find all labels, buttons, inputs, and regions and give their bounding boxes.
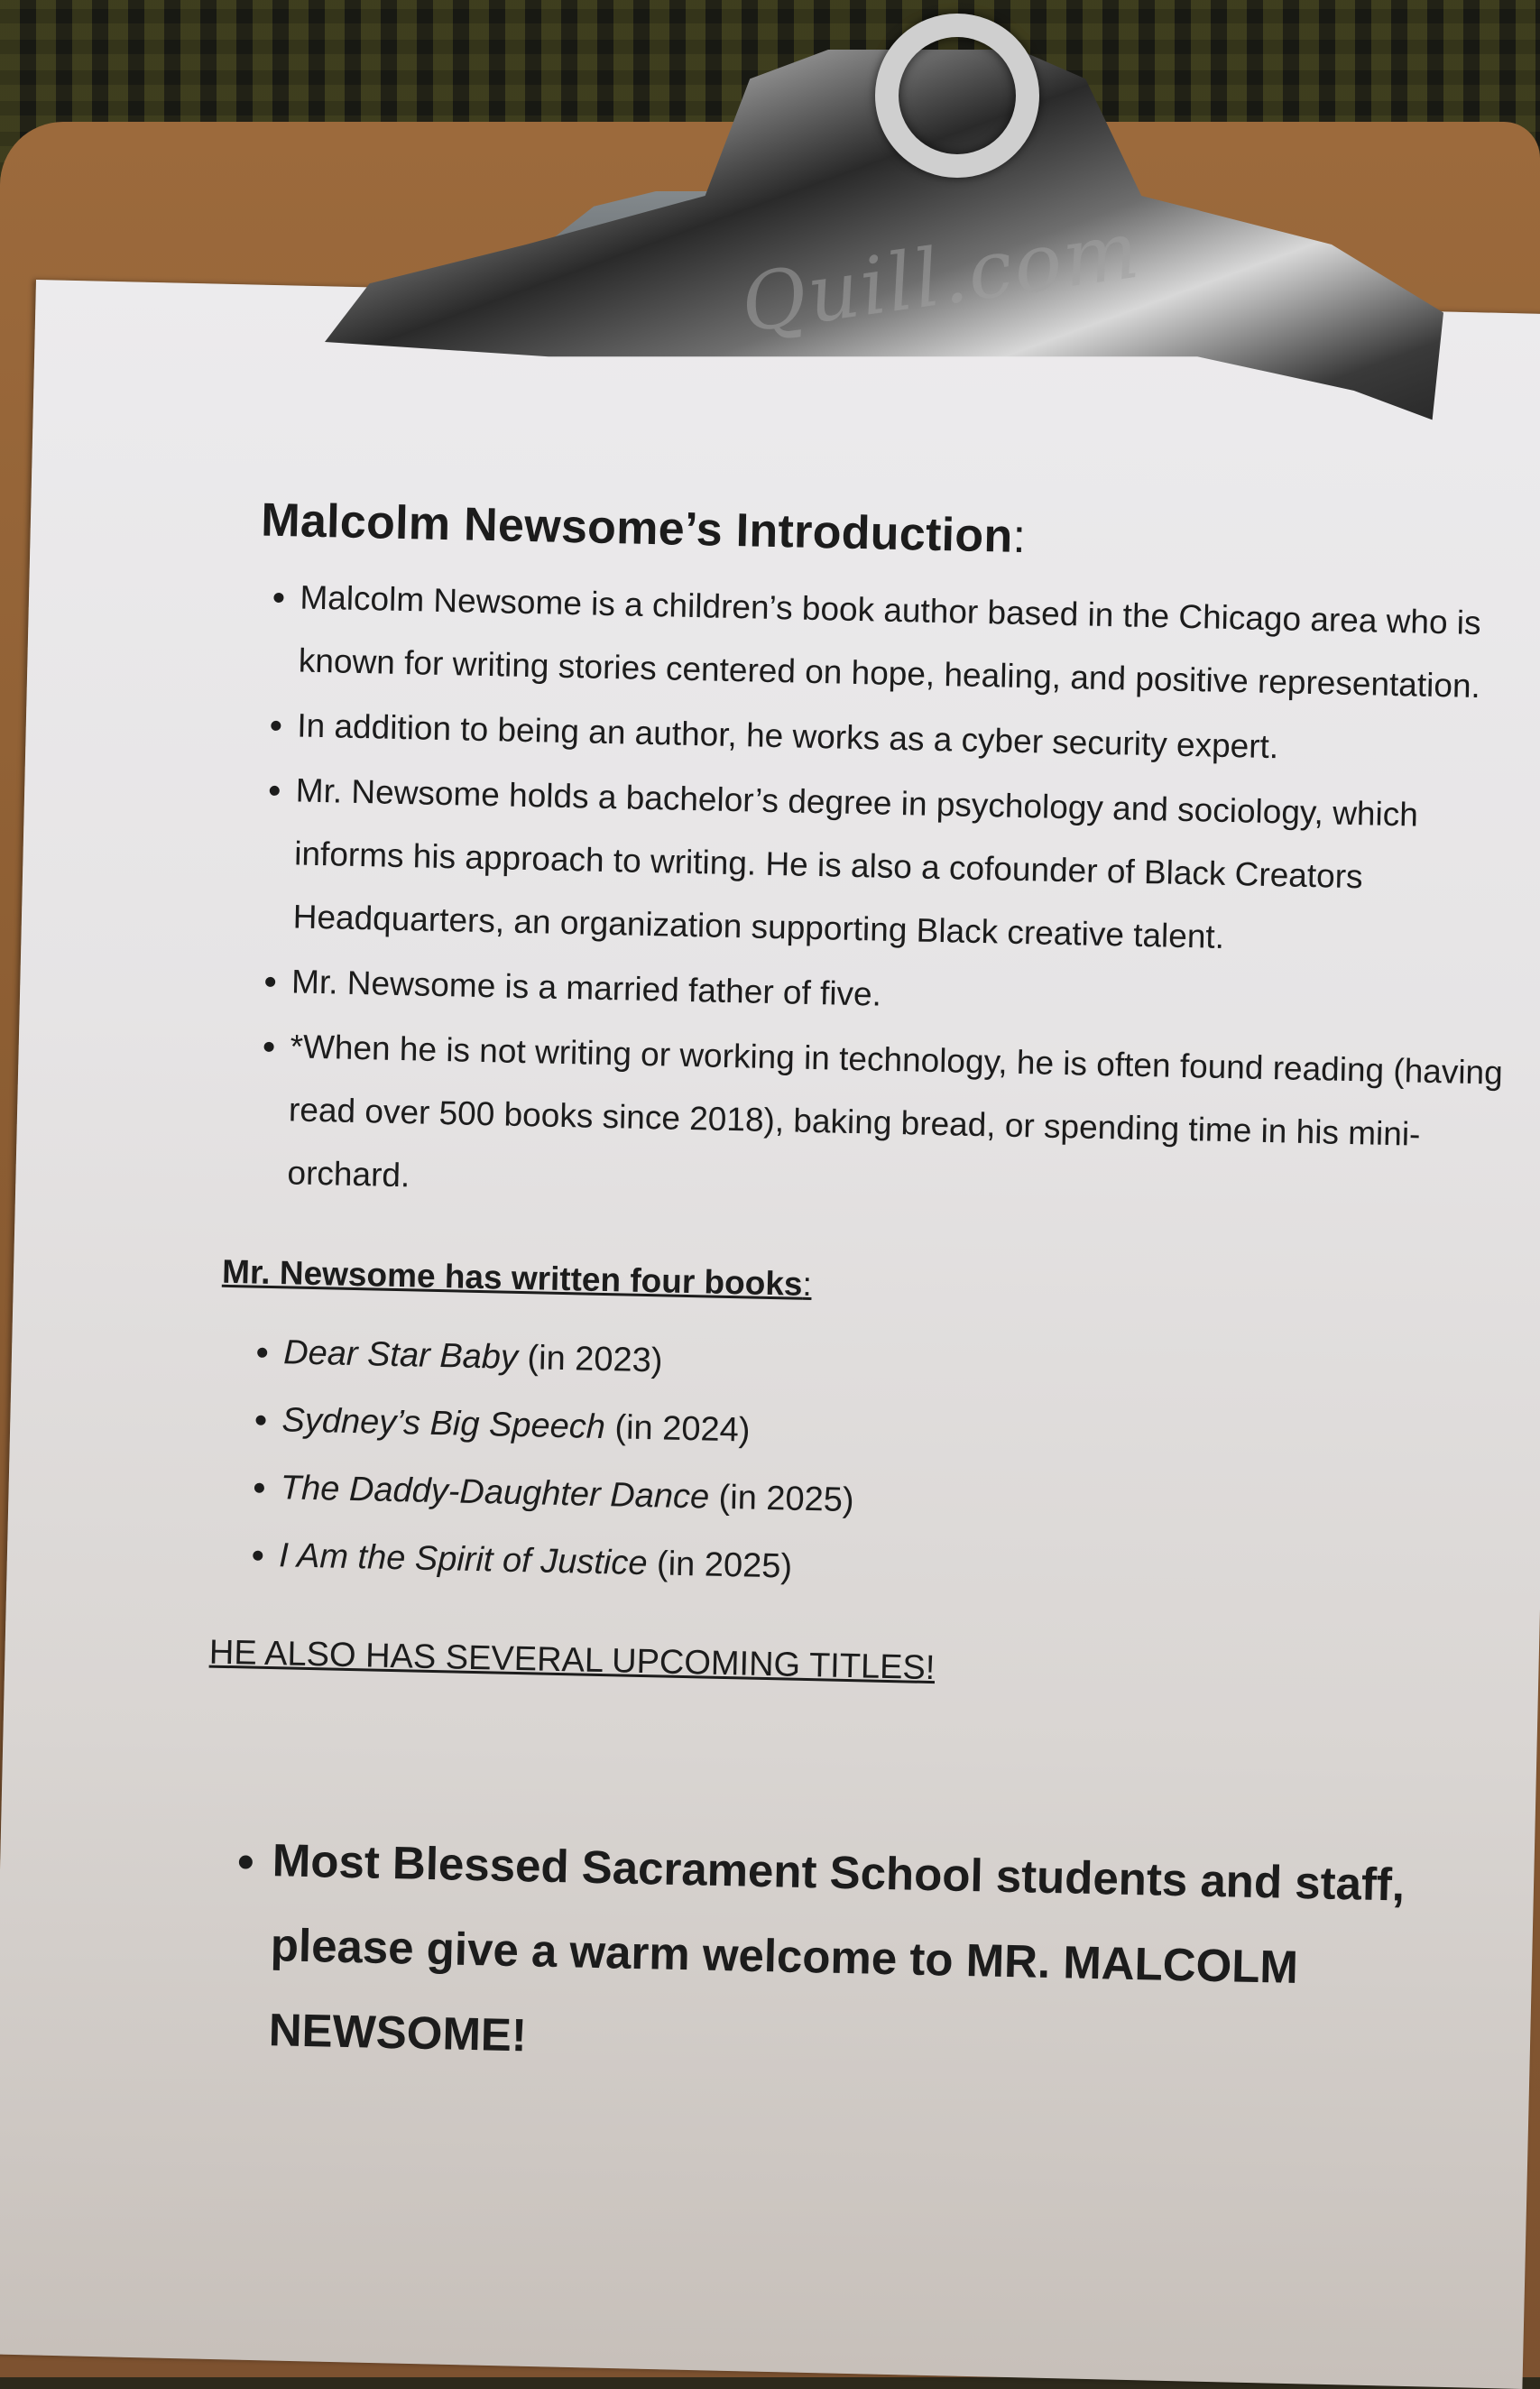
book-title: I Am the Spirit of Justice <box>278 1536 648 1583</box>
book-year: (in 2023) <box>517 1338 663 1380</box>
document-content <box>164 492 1540 2099</box>
book-year: (in 2024) <box>604 1408 751 1450</box>
welcome-message: • Most Blessed Sacrament School students and staff, please give a warm welcome to MR. MALCOLM NEWSOME! <box>268 1818 1514 2099</box>
clip-brand-logo: Quill.com <box>734 202 1146 351</box>
book-title: The Daddy-Daughter Dance <box>280 1469 710 1517</box>
upcoming-titles-note: HE ALSO HAS SEVERAL UPCOMING TITLES! <box>208 1633 936 1688</box>
books-heading-text: Mr. Newsome has written four books <box>221 1252 803 1303</box>
book-title: Sydney’s Big Speech <box>281 1401 606 1447</box>
clip-ring-icon <box>875 14 1039 178</box>
list-item: • In addition to being an author, he works as a cyber security expert. <box>297 694 1538 784</box>
books-list <box>174 1317 1524 1617</box>
document-title-colon: : <box>1011 510 1027 564</box>
list-item: • Mr. Newsome holds a bachelor’s degree in psychology and sociology, which informs his approach to writing. He is also a cofounder of Black Creators Headquarters, an organization supporting Black creative talent. <box>292 759 1536 975</box>
book-title: Dear Star Baby <box>282 1333 519 1377</box>
list-item: • *When he is not writing or working in technology, he is often found reading (having read over 500 books since 2018), baking bread, or spending time in his mini-orchard. <box>287 1015 1531 1231</box>
list-item: • Malcolm Newsome is a children’s book author based in the Chicago area who is known for writing stories centered on hope, healing, and positive representation. <box>298 566 1540 719</box>
welcome-list <box>164 1816 1514 2099</box>
book-year: (in 2025) <box>647 1545 793 1586</box>
books-heading-colon: : <box>802 1265 813 1304</box>
book-year: (in 2025) <box>708 1478 855 1520</box>
list-item: • Mr. Newsome is a married father of five. <box>290 950 1532 1040</box>
bio-list <box>183 564 1540 1231</box>
books-heading <box>222 1253 1526 1320</box>
document-title-text: Malcolm Newsome’s Introduction <box>260 493 1014 563</box>
